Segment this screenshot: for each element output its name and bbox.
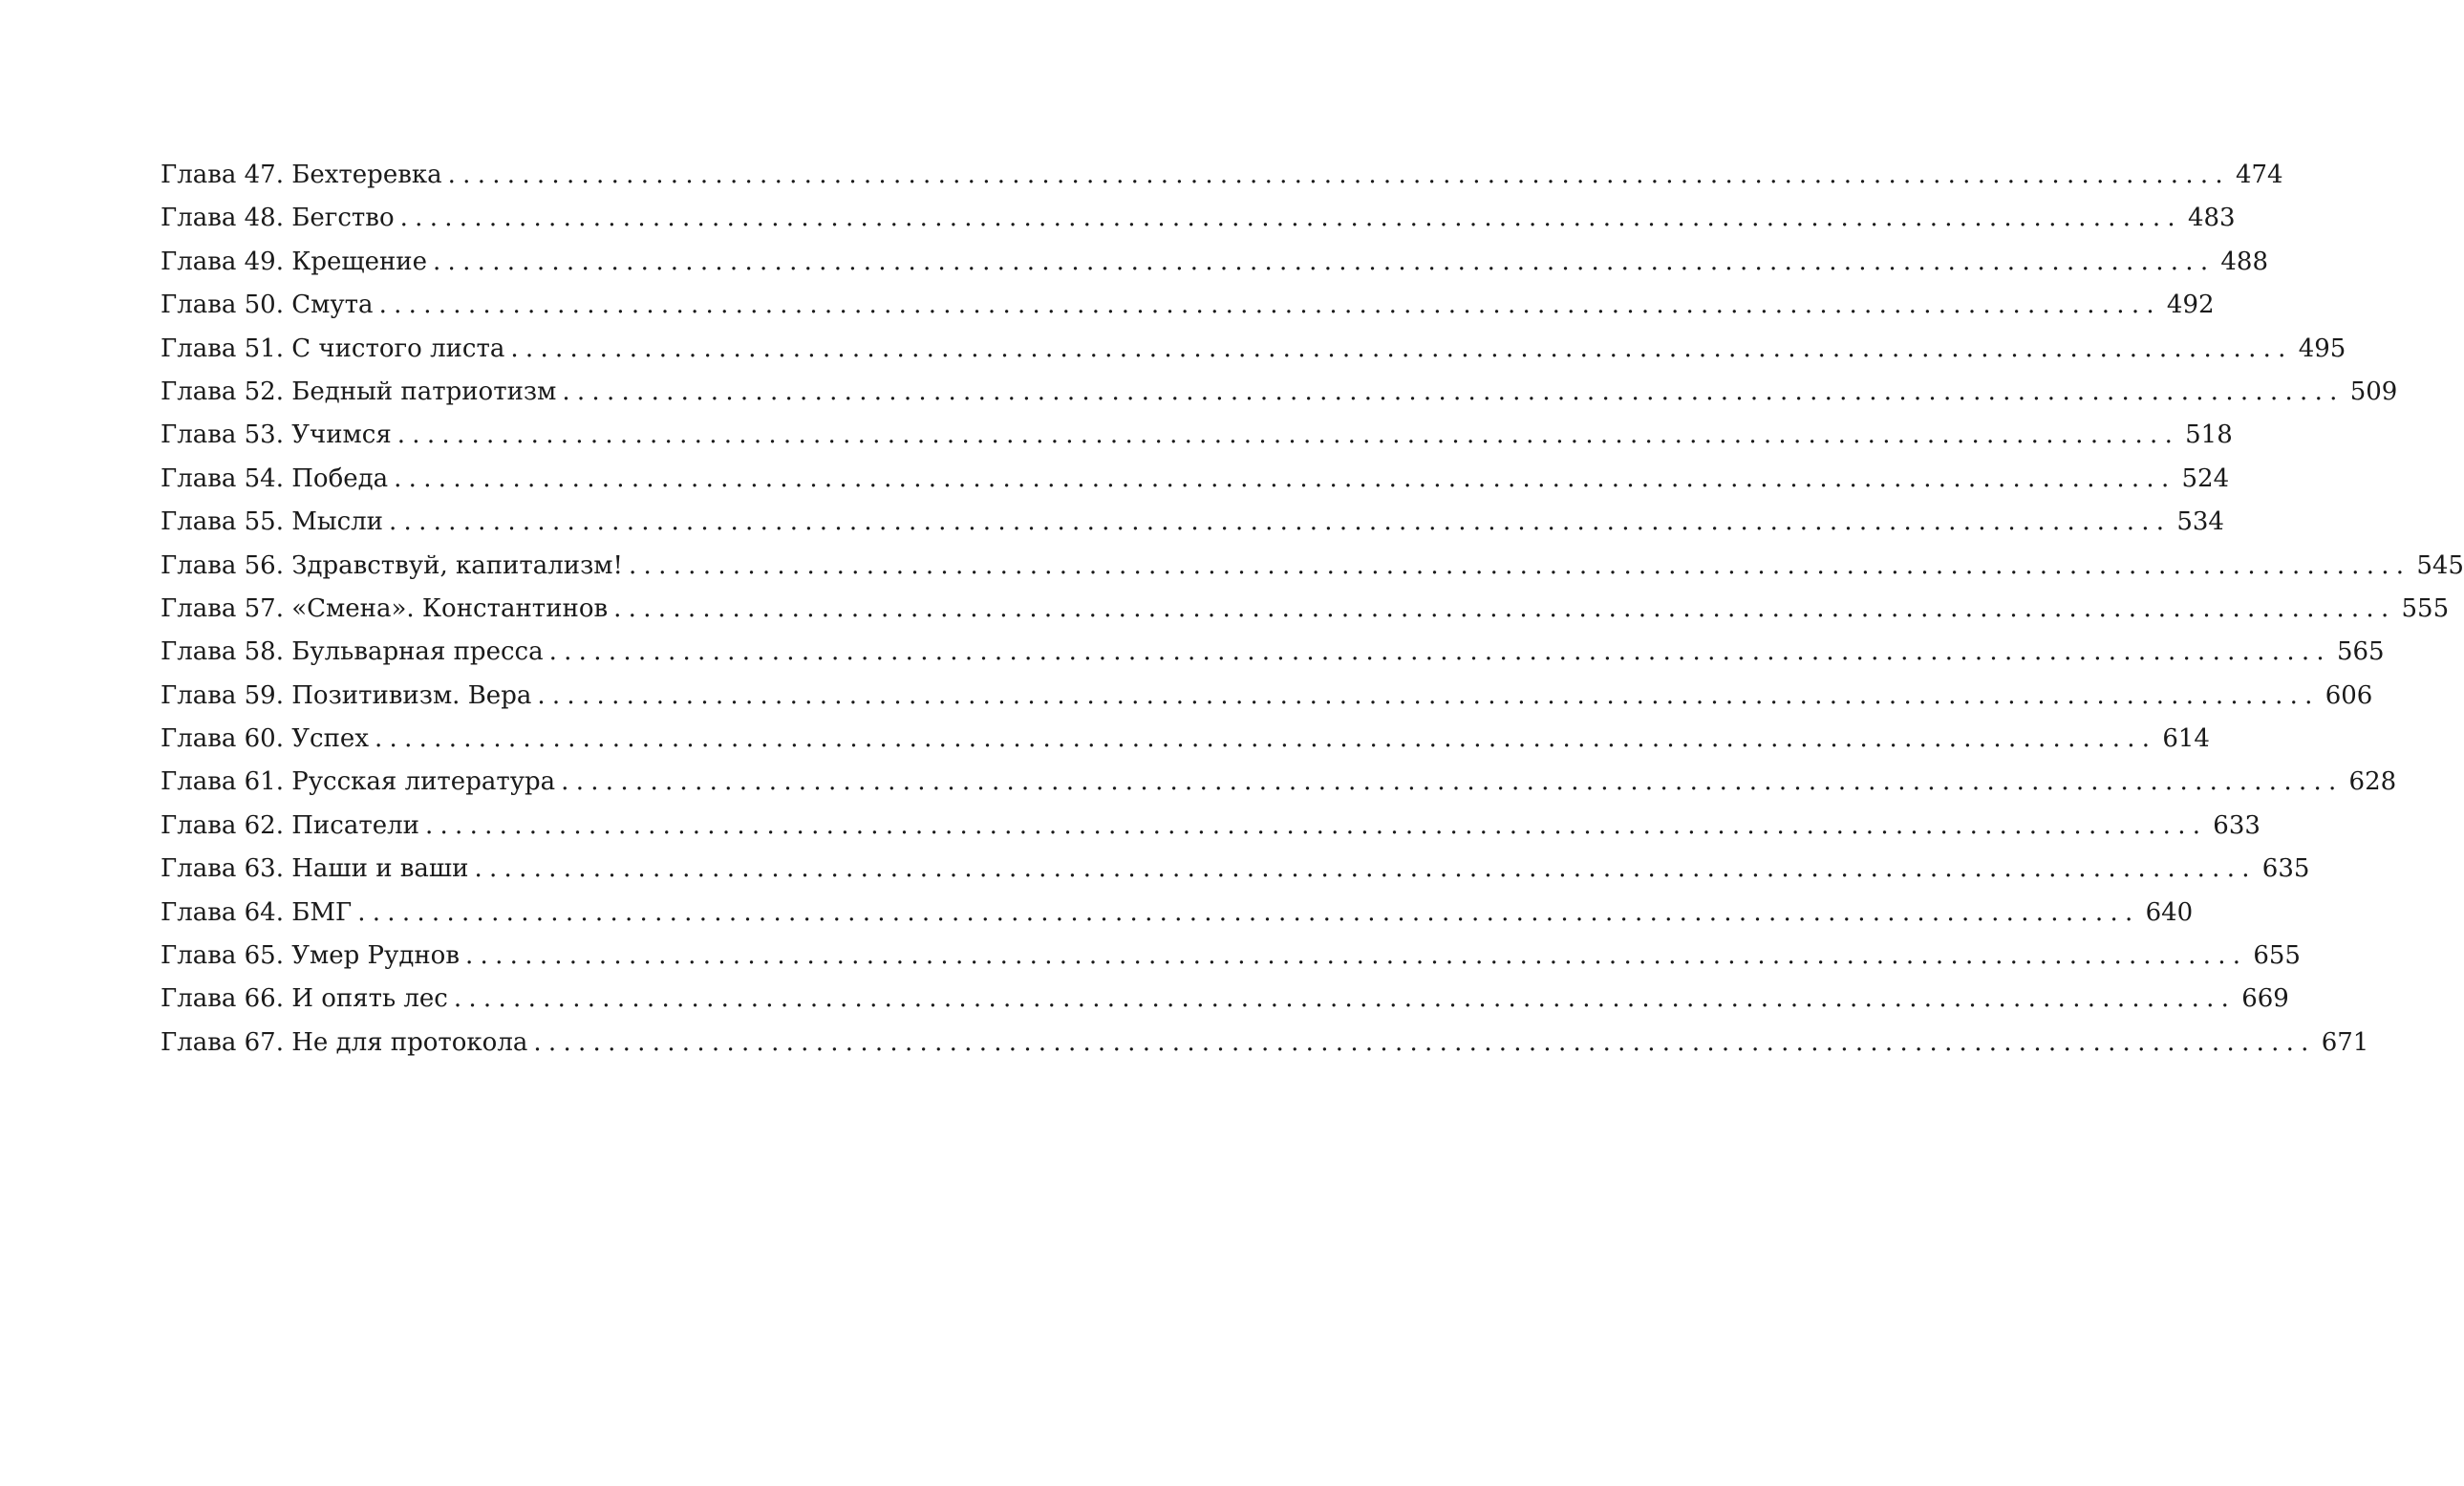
chapter-title: Глава 65. Умер Руднов — [161, 941, 460, 971]
chapter-title: Глава 48. Бегство — [161, 204, 395, 233]
dot-leader: ........................................................................................................................ — [374, 724, 2157, 754]
chapter-title: Глава 52. Бедный патриотизм — [161, 377, 557, 406]
dot-leader: ........................................................................................................................ — [628, 550, 2411, 580]
page-number: 565 — [2336, 637, 2385, 667]
chapter-title: Глава 49. Крещение — [161, 247, 428, 276]
toc-entry — [161, 241, 2269, 284]
chapter-title: Глава 62. Писатели — [161, 810, 419, 840]
chapter-title: Глава 59. Позитивизм. Вера — [161, 680, 532, 710]
toc-entry — [161, 1022, 2369, 1065]
chapter-title: Глава 66. И опять лес — [161, 984, 448, 1014]
chapter-title: Глава 60. Успех — [161, 724, 369, 754]
page-number: 671 — [2321, 1027, 2369, 1057]
dot-leader: ........................................................................................................................ — [533, 1027, 2316, 1057]
page-number: 509 — [2349, 377, 2398, 406]
dot-leader: ........................................................................................................................ — [388, 507, 2172, 537]
dot-leader: ........................................................................................................................ — [562, 377, 2345, 406]
toc-entry — [161, 675, 2373, 718]
page-number: 518 — [2185, 420, 2233, 450]
page-number: 492 — [2166, 291, 2215, 320]
chapter-title: Глава 50. Смута — [161, 291, 374, 320]
page-number: 545 — [2416, 550, 2464, 580]
table-of-contents — [161, 154, 2464, 1065]
dot-leader: ........................................................................................................................ — [433, 247, 2216, 276]
dot-leader: ........................................................................................................................ — [447, 161, 2230, 189]
dot-leader: ........................................................................................................................ — [561, 767, 2344, 797]
page-number: 655 — [2253, 941, 2301, 971]
page-number: 635 — [2261, 854, 2310, 884]
page-number: 614 — [2162, 724, 2210, 754]
toc-entry — [161, 197, 2236, 240]
page-number: 640 — [2145, 897, 2194, 927]
dot-leader: ........................................................................................................................ — [548, 637, 2331, 667]
page-number: 628 — [2348, 767, 2397, 797]
dot-leader: ........................................................................................................................ — [464, 941, 2248, 971]
page-number: 669 — [2241, 984, 2289, 1014]
page-number: 488 — [2220, 247, 2269, 276]
toc-entry — [161, 154, 2283, 197]
toc-entry — [161, 848, 2310, 891]
toc-entry — [161, 718, 2210, 761]
toc-entry — [161, 414, 2233, 457]
chapter-title: Глава 58. Бульварная пресса — [161, 637, 544, 667]
toc-entry — [161, 805, 2260, 848]
chapter-title: Глава 55. Мысли — [161, 507, 383, 537]
dot-leader: ........................................................................................................................ — [474, 854, 2257, 884]
chapter-title: Глава 57. «Смена». Константинов — [161, 593, 609, 623]
chapter-title: Глава 63. Наши и ваши — [161, 854, 469, 884]
chapter-title: Глава 53. Учимся — [161, 420, 392, 450]
dot-leader: ........................................................................................................................ — [394, 463, 2176, 493]
toc-entry — [161, 545, 2464, 588]
toc-entry — [161, 588, 2450, 631]
toc-entry — [161, 631, 2385, 674]
dot-leader: ........................................................................................................................ — [378, 291, 2161, 320]
toc-entry — [161, 761, 2397, 804]
chapter-title: Глава 64. БМГ — [161, 897, 353, 927]
chapter-title: Глава 51. С чистого листа — [161, 334, 505, 363]
toc-entry — [161, 328, 2346, 371]
toc-entry — [161, 284, 2215, 327]
dot-leader: ........................................................................................................................ — [424, 810, 2208, 840]
page-number: 524 — [2181, 463, 2230, 493]
chapter-title: Глава 54. Победа — [161, 463, 389, 493]
page-number: 534 — [2176, 507, 2224, 537]
chapter-title: Глава 47. Бехтеревка — [161, 161, 442, 189]
dot-leader: ........................................................................................................................ — [510, 334, 2293, 363]
toc-entry — [161, 458, 2230, 501]
toc-entry — [161, 892, 2194, 935]
page-number: 606 — [2325, 680, 2373, 710]
chapter-title: Глава 56. Здравствуй, капитализм! — [161, 550, 623, 580]
toc-entry — [161, 501, 2224, 544]
page-number: 474 — [2235, 161, 2283, 189]
dot-leader: ........................................................................................................................ — [613, 593, 2396, 623]
toc-entry — [161, 978, 2289, 1021]
dot-leader: ........................................................................................................................ — [537, 680, 2320, 710]
dot-leader: ........................................................................................................................ — [357, 897, 2140, 927]
toc-entry — [161, 371, 2398, 414]
dot-leader: ........................................................................................................................ — [396, 420, 2180, 450]
dot-leader: ........................................................................................................................ — [453, 984, 2237, 1014]
page-number: 495 — [2298, 334, 2346, 363]
chapter-title: Глава 61. Русская литература — [161, 767, 556, 797]
page-number: 633 — [2213, 810, 2260, 840]
chapter-title: Глава 67. Не для протокола — [161, 1027, 528, 1057]
page-number: 555 — [2401, 593, 2450, 623]
dot-leader: ........................................................................................................................ — [399, 204, 2182, 233]
toc-entry — [161, 935, 2301, 978]
page-number: 483 — [2187, 204, 2236, 233]
